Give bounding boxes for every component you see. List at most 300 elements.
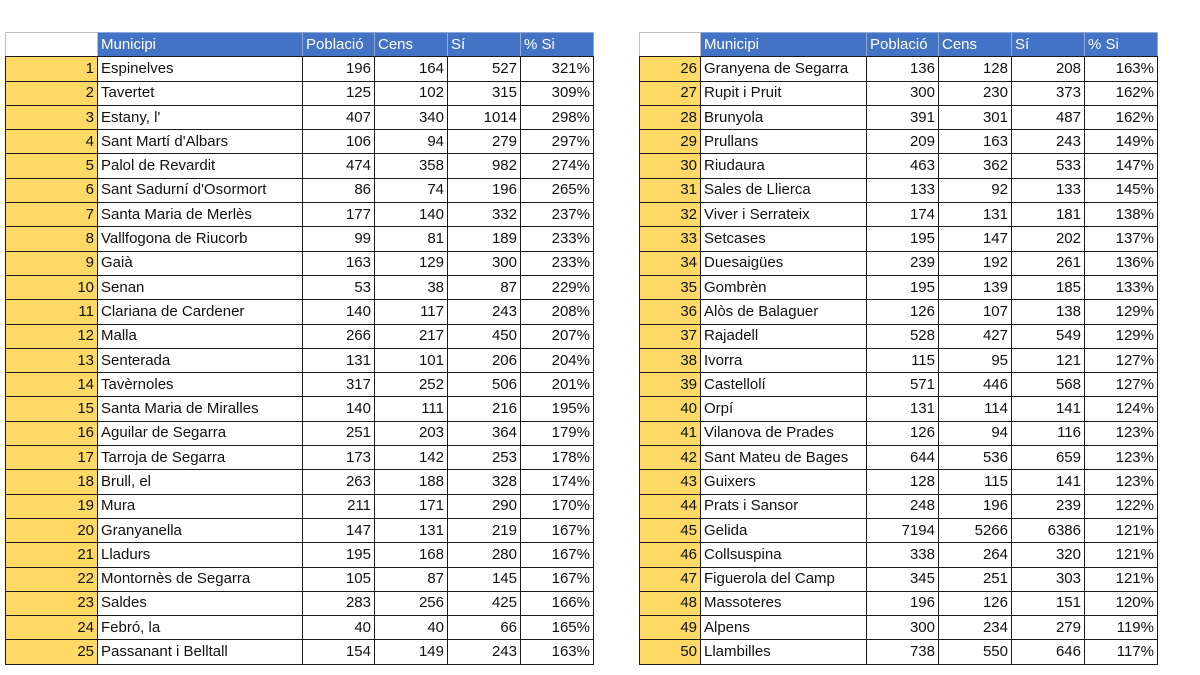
si-cell: 208 — [1012, 57, 1085, 81]
municipi-cell: Febró, la — [98, 616, 303, 640]
si-cell: 300 — [448, 251, 521, 275]
cens-cell: 115 — [939, 470, 1012, 494]
pct-si-cell: 149% — [1085, 130, 1158, 154]
rank-cell: 26 — [640, 57, 701, 81]
table-row — [6, 348, 594, 372]
pct-si-cell: 167% — [521, 543, 594, 567]
rank-cell: 12 — [6, 324, 98, 348]
rank-cell: 9 — [6, 251, 98, 275]
si-cell: 216 — [448, 397, 521, 421]
si-cell: 568 — [1012, 373, 1085, 397]
table-row — [640, 591, 1158, 615]
si-cell: 290 — [448, 494, 521, 518]
table-row — [640, 300, 1158, 324]
si-cell: 328 — [448, 470, 521, 494]
cens-cell: 427 — [939, 324, 1012, 348]
pct-si-cell: 201% — [521, 373, 594, 397]
rank-cell: 8 — [6, 227, 98, 251]
si-cell: 243 — [1012, 130, 1085, 154]
pct-si-cell: 274% — [521, 154, 594, 178]
cens-cell: 362 — [939, 154, 1012, 178]
municipi-cell: Sant Martí d'Albars — [98, 130, 303, 154]
table-row — [6, 494, 594, 518]
municipi-cell: Sant Sadurní d'Osormort — [98, 178, 303, 202]
poblacio-cell: 345 — [867, 567, 939, 591]
pct-si-cell: 136% — [1085, 251, 1158, 275]
poblacio-cell: 126 — [867, 421, 939, 445]
cens-cell: 188 — [375, 470, 448, 494]
poblacio-cell: 407 — [303, 105, 375, 129]
poblacio-cell: 738 — [867, 640, 939, 664]
header-cens: Cens — [939, 33, 1012, 57]
pct-si-cell: 127% — [1085, 373, 1158, 397]
municipi-cell: Sant Mateu de Bages — [701, 446, 867, 470]
table-row — [6, 421, 594, 445]
poblacio-cell: 474 — [303, 154, 375, 178]
poblacio-cell: 7194 — [867, 518, 939, 542]
cens-cell: 192 — [939, 251, 1012, 275]
table-row — [6, 300, 594, 324]
cens-cell: 107 — [939, 300, 1012, 324]
poblacio-cell: 140 — [303, 397, 375, 421]
cens-cell: 5266 — [939, 518, 1012, 542]
header-row — [640, 33, 1158, 57]
pct-si-cell: 298% — [521, 105, 594, 129]
pct-si-cell: 174% — [521, 470, 594, 494]
cens-cell: 131 — [375, 518, 448, 542]
poblacio-cell: 239 — [867, 251, 939, 275]
pct-si-cell: 163% — [1085, 57, 1158, 81]
table-row — [6, 227, 594, 251]
table-row — [640, 324, 1158, 348]
rank-cell: 49 — [640, 616, 701, 640]
rank-cell: 28 — [640, 105, 701, 129]
si-cell: 239 — [1012, 494, 1085, 518]
si-cell: 141 — [1012, 397, 1085, 421]
pct-si-cell: 233% — [521, 227, 594, 251]
si-cell: 151 — [1012, 591, 1085, 615]
pct-si-cell: 179% — [521, 421, 594, 445]
table-row — [640, 178, 1158, 202]
si-cell: 450 — [448, 324, 521, 348]
pct-si-cell: 123% — [1085, 470, 1158, 494]
cens-cell: 358 — [375, 154, 448, 178]
municipi-cell: Aguilar de Segarra — [98, 421, 303, 445]
rank-cell: 34 — [640, 251, 701, 275]
table-row — [6, 616, 594, 640]
pct-si-cell: 119% — [1085, 616, 1158, 640]
table-row — [6, 567, 594, 591]
pct-si-cell: 120% — [1085, 591, 1158, 615]
municipi-cell: Tavèrnoles — [98, 373, 303, 397]
table-row — [640, 518, 1158, 542]
municipi-cell: Gombrèn — [701, 275, 867, 299]
rank-cell: 33 — [640, 227, 701, 251]
cens-cell: 230 — [939, 81, 1012, 105]
poblacio-cell: 195 — [867, 227, 939, 251]
pct-si-cell: 166% — [521, 591, 594, 615]
si-cell: 646 — [1012, 640, 1085, 664]
cens-cell: 101 — [375, 348, 448, 372]
poblacio-cell: 391 — [867, 105, 939, 129]
pct-si-cell: 233% — [521, 251, 594, 275]
municipi-cell: Prullans — [701, 130, 867, 154]
poblacio-cell: 131 — [303, 348, 375, 372]
pct-si-cell: 229% — [521, 275, 594, 299]
si-cell: 189 — [448, 227, 521, 251]
pct-si-cell: 117% — [1085, 640, 1158, 664]
table-row — [640, 251, 1158, 275]
cens-cell: 95 — [939, 348, 1012, 372]
table-row — [6, 178, 594, 202]
header-row — [6, 33, 594, 57]
rank-cell: 22 — [6, 567, 98, 591]
poblacio-cell: 128 — [867, 470, 939, 494]
rank-cell: 13 — [6, 348, 98, 372]
cens-cell: 550 — [939, 640, 1012, 664]
rank-cell: 23 — [6, 591, 98, 615]
rank-cell: 1 — [6, 57, 98, 81]
si-cell: 659 — [1012, 446, 1085, 470]
table-row — [640, 105, 1158, 129]
table-row — [6, 518, 594, 542]
si-cell: 253 — [448, 446, 521, 470]
si-cell: 138 — [1012, 300, 1085, 324]
table-body — [640, 57, 1158, 664]
rank-cell: 32 — [640, 203, 701, 227]
municipi-cell: Brull, el — [98, 470, 303, 494]
cens-cell: 94 — [375, 130, 448, 154]
si-cell: 280 — [448, 543, 521, 567]
pct-si-cell: 208% — [521, 300, 594, 324]
pct-si-cell: 138% — [1085, 203, 1158, 227]
rank-cell: 7 — [6, 203, 98, 227]
municipi-cell: Figuerola del Camp — [701, 567, 867, 591]
cens-cell: 446 — [939, 373, 1012, 397]
rank-cell: 48 — [640, 591, 701, 615]
pct-si-cell: 121% — [1085, 518, 1158, 542]
poblacio-cell: 154 — [303, 640, 375, 664]
rank-cell: 38 — [640, 348, 701, 372]
rank-cell: 30 — [640, 154, 701, 178]
pct-si-cell: 145% — [1085, 178, 1158, 202]
municipi-cell: Alòs de Balaguer — [701, 300, 867, 324]
si-cell: 141 — [1012, 470, 1085, 494]
cens-cell: 168 — [375, 543, 448, 567]
poblacio-cell: 251 — [303, 421, 375, 445]
poblacio-cell: 174 — [867, 203, 939, 227]
poblacio-cell: 338 — [867, 543, 939, 567]
cens-cell: 256 — [375, 591, 448, 615]
rank-cell: 31 — [640, 178, 701, 202]
rank-cell: 25 — [6, 640, 98, 664]
rank-cell: 11 — [6, 300, 98, 324]
table-row — [640, 373, 1158, 397]
rank-cell: 44 — [640, 494, 701, 518]
table-row — [6, 251, 594, 275]
table-row — [6, 57, 594, 81]
poblacio-cell: 177 — [303, 203, 375, 227]
pct-si-cell: 162% — [1085, 105, 1158, 129]
rank-cell: 42 — [640, 446, 701, 470]
si-cell: 206 — [448, 348, 521, 372]
pct-si-cell: 133% — [1085, 275, 1158, 299]
cens-cell: 536 — [939, 446, 1012, 470]
municipi-cell: Malla — [98, 324, 303, 348]
table-row — [6, 543, 594, 567]
poblacio-cell: 126 — [867, 300, 939, 324]
cens-cell: 38 — [375, 275, 448, 299]
municipi-cell: Guixers — [701, 470, 867, 494]
rank-cell: 4 — [6, 130, 98, 154]
pct-si-cell: 165% — [521, 616, 594, 640]
cens-cell: 117 — [375, 300, 448, 324]
municipi-cell: Riudaura — [701, 154, 867, 178]
municipi-cell: Saldes — [98, 591, 303, 615]
rank-cell: 20 — [6, 518, 98, 542]
rank-cell: 40 — [640, 397, 701, 421]
cens-cell: 102 — [375, 81, 448, 105]
pct-si-cell: 163% — [521, 640, 594, 664]
cens-cell: 126 — [939, 591, 1012, 615]
si-cell: 261 — [1012, 251, 1085, 275]
pct-si-cell: 170% — [521, 494, 594, 518]
municipi-cell: Castellolí — [701, 373, 867, 397]
poblacio-cell: 300 — [867, 616, 939, 640]
table-row — [640, 494, 1158, 518]
municipi-cell: Rajadell — [701, 324, 867, 348]
table-row — [640, 348, 1158, 372]
si-cell: 364 — [448, 421, 521, 445]
rank-cell: 14 — [6, 373, 98, 397]
si-cell: 373 — [1012, 81, 1085, 105]
municipi-cell: Passanant i Belltall — [98, 640, 303, 664]
header-si: Sí — [1012, 33, 1085, 57]
header-pct-si: % Si — [1085, 33, 1158, 57]
rank-cell: 16 — [6, 421, 98, 445]
poblacio-cell: 317 — [303, 373, 375, 397]
poblacio-cell: 106 — [303, 130, 375, 154]
municipi-cell: Gaià — [98, 251, 303, 275]
poblacio-cell: 147 — [303, 518, 375, 542]
table-row — [640, 130, 1158, 154]
header-pct-si: % Si — [521, 33, 594, 57]
header-poblacio: Població — [303, 33, 375, 57]
poblacio-cell: 125 — [303, 81, 375, 105]
cens-cell: 139 — [939, 275, 1012, 299]
si-cell: 202 — [1012, 227, 1085, 251]
pct-si-cell: 167% — [521, 518, 594, 542]
cens-cell: 74 — [375, 178, 448, 202]
municipi-cell: Granyena de Segarra — [701, 57, 867, 81]
pct-si-cell: 122% — [1085, 494, 1158, 518]
cens-cell: 147 — [939, 227, 1012, 251]
municipi-cell: Ivorra — [701, 348, 867, 372]
rank-cell: 21 — [6, 543, 98, 567]
si-cell: 243 — [448, 640, 521, 664]
poblacio-cell: 173 — [303, 446, 375, 470]
cens-cell: 142 — [375, 446, 448, 470]
municipi-cell: Santa Maria de Miralles — [98, 397, 303, 421]
pct-si-cell: 265% — [521, 178, 594, 202]
municipi-cell: Mura — [98, 494, 303, 518]
header-municipi: Municipi — [98, 33, 303, 57]
poblacio-cell: 163 — [303, 251, 375, 275]
municipi-cell: Viver i Serrateix — [701, 203, 867, 227]
rank-cell: 17 — [6, 446, 98, 470]
municipi-cell: Clariana de Cardener — [98, 300, 303, 324]
poblacio-cell: 266 — [303, 324, 375, 348]
header-blank-cell — [640, 33, 701, 57]
cens-cell: 196 — [939, 494, 1012, 518]
rank-cell: 2 — [6, 81, 98, 105]
rank-cell: 19 — [6, 494, 98, 518]
si-cell: 116 — [1012, 421, 1085, 445]
si-cell: 133 — [1012, 178, 1085, 202]
table-row — [640, 421, 1158, 445]
municipi-cell: Setcases — [701, 227, 867, 251]
poblacio-cell: 263 — [303, 470, 375, 494]
table-row — [6, 324, 594, 348]
pct-si-cell: 195% — [521, 397, 594, 421]
table-row — [640, 57, 1158, 81]
si-cell: 425 — [448, 591, 521, 615]
poblacio-cell: 248 — [867, 494, 939, 518]
table-row — [640, 470, 1158, 494]
cens-cell: 92 — [939, 178, 1012, 202]
pct-si-cell: 204% — [521, 348, 594, 372]
si-cell: 527 — [448, 57, 521, 81]
table-row — [6, 470, 594, 494]
pct-si-cell: 124% — [1085, 397, 1158, 421]
pct-si-cell: 297% — [521, 130, 594, 154]
si-cell: 87 — [448, 275, 521, 299]
poblacio-cell: 528 — [867, 324, 939, 348]
table-row — [640, 154, 1158, 178]
pct-si-cell: 121% — [1085, 543, 1158, 567]
rank-cell: 45 — [640, 518, 701, 542]
poblacio-cell: 140 — [303, 300, 375, 324]
cens-cell: 81 — [375, 227, 448, 251]
table-row — [6, 275, 594, 299]
rank-cell: 18 — [6, 470, 98, 494]
rank-cell: 50 — [640, 640, 701, 664]
municipi-cell: Brunyola — [701, 105, 867, 129]
si-cell: 303 — [1012, 567, 1085, 591]
poblacio-cell: 283 — [303, 591, 375, 615]
table-row — [640, 543, 1158, 567]
municipi-cell: Tarroja de Segarra — [98, 446, 303, 470]
si-cell: 533 — [1012, 154, 1085, 178]
si-cell: 219 — [448, 518, 521, 542]
rank-cell: 3 — [6, 105, 98, 129]
rank-cell: 37 — [640, 324, 701, 348]
cens-cell: 234 — [939, 616, 1012, 640]
cens-cell: 264 — [939, 543, 1012, 567]
ranking-table-right — [639, 32, 1158, 665]
rank-cell: 41 — [640, 421, 701, 445]
cens-cell: 217 — [375, 324, 448, 348]
poblacio-cell: 196 — [303, 57, 375, 81]
municipi-cell: Senan — [98, 275, 303, 299]
pct-si-cell: 309% — [521, 81, 594, 105]
table-row — [6, 105, 594, 129]
rank-cell: 47 — [640, 567, 701, 591]
cens-cell: 94 — [939, 421, 1012, 445]
municipi-cell: Palol de Revardit — [98, 154, 303, 178]
poblacio-cell: 86 — [303, 178, 375, 202]
cens-cell: 128 — [939, 57, 1012, 81]
municipi-cell: Lladurs — [98, 543, 303, 567]
municipi-cell: Granyanella — [98, 518, 303, 542]
si-cell: 145 — [448, 567, 521, 591]
poblacio-cell: 644 — [867, 446, 939, 470]
si-cell: 320 — [1012, 543, 1085, 567]
rank-cell: 35 — [640, 275, 701, 299]
cens-cell: 203 — [375, 421, 448, 445]
pct-si-cell: 127% — [1085, 348, 1158, 372]
rank-cell: 6 — [6, 178, 98, 202]
poblacio-cell: 131 — [867, 397, 939, 421]
cens-cell: 87 — [375, 567, 448, 591]
poblacio-cell: 209 — [867, 130, 939, 154]
municipi-cell: Espinelves — [98, 57, 303, 81]
si-cell: 121 — [1012, 348, 1085, 372]
municipi-cell: Tavertet — [98, 81, 303, 105]
table-row — [640, 446, 1158, 470]
table-row — [6, 81, 594, 105]
pct-si-cell: 237% — [521, 203, 594, 227]
municipi-cell: Senterada — [98, 348, 303, 372]
table-row — [640, 203, 1158, 227]
pct-si-cell: 123% — [1085, 446, 1158, 470]
municipi-cell: Vallfogona de Riucorb — [98, 227, 303, 251]
pct-si-cell: 129% — [1085, 324, 1158, 348]
rank-cell: 46 — [640, 543, 701, 567]
poblacio-cell: 105 — [303, 567, 375, 591]
cens-cell: 149 — [375, 640, 448, 664]
cens-cell: 340 — [375, 105, 448, 129]
municipi-cell: Montornès de Segarra — [98, 567, 303, 591]
pct-si-cell: 137% — [1085, 227, 1158, 251]
municipi-cell: Prats i Sansor — [701, 494, 867, 518]
cens-cell: 252 — [375, 373, 448, 397]
pct-si-cell: 207% — [521, 324, 594, 348]
si-cell: 279 — [448, 130, 521, 154]
poblacio-cell: 195 — [867, 275, 939, 299]
table-row — [6, 373, 594, 397]
table-row — [6, 154, 594, 178]
municipi-cell: Vilanova de Prades — [701, 421, 867, 445]
rank-cell: 5 — [6, 154, 98, 178]
rank-cell: 15 — [6, 397, 98, 421]
si-cell: 982 — [448, 154, 521, 178]
table-row — [640, 227, 1158, 251]
municipi-cell: Estany, l' — [98, 105, 303, 129]
header-si: Sí — [448, 33, 521, 57]
municipi-cell: Alpens — [701, 616, 867, 640]
municipi-cell: Santa Maria de Merlès — [98, 203, 303, 227]
rank-cell: 24 — [6, 616, 98, 640]
table-row — [640, 275, 1158, 299]
table-row — [6, 591, 594, 615]
municipi-cell: Sales de Llierca — [701, 178, 867, 202]
header-cens: Cens — [375, 33, 448, 57]
table-row — [640, 640, 1158, 664]
header-poblacio: Població — [867, 33, 939, 57]
pct-si-cell: 121% — [1085, 567, 1158, 591]
table-row — [640, 397, 1158, 421]
